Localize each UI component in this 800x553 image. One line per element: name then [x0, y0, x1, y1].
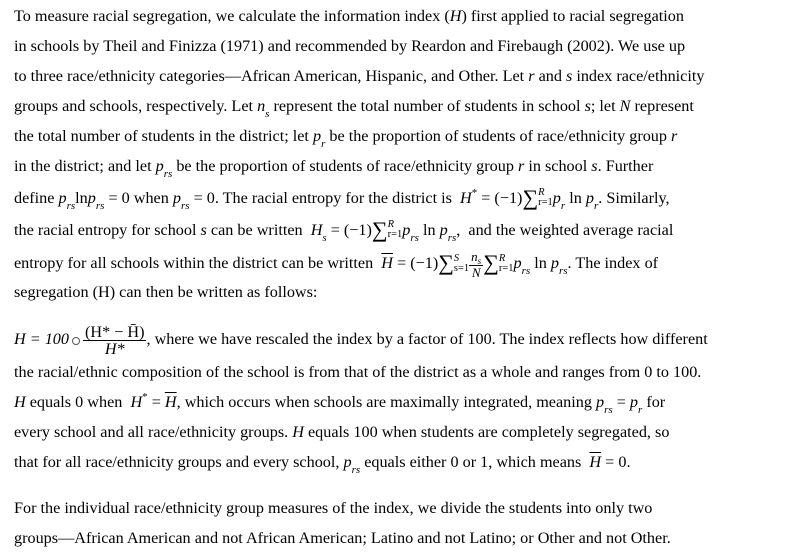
text-line: For the individual race/ethnicity group measures of the index, we divide the students into only two: [14, 499, 653, 517]
text-line: groups—African American and not African American; Latino and not Latino; or Other and not Other.: [14, 529, 671, 547]
text-line: in schools by Theil and Finizza (1971) and recommended by Reardon and Firebaugh (2002). We use up: [14, 37, 686, 55]
text-line: in the district; and let $p_{rs}$ be the proportion of students of race/ethnicity group r in school s. Further: [14, 157, 654, 180]
multiply-symbol: [72, 337, 80, 345]
equation-weighted-entropy: $\overline{H} = (-1)\sum$ S s=1 $\frac{n_s}{N}$ ∑ R r=1 $p_{rs}$ $\ln p_{rs}$: [381, 249, 568, 280]
text-line: groups and schools, respectively. Let $n_s$ represent the total number of students in school s; let N represent: [14, 97, 694, 120]
text-line: the racial entropy for school s can be written $H_s = (-1)\sum$ R r=1 $p_{rs}$ $\ln p_{rs}$, and the weighted average racial: [14, 217, 674, 244]
text-line: H equals 0 when $H^* = \overline{H}$, which occurs when schools are maximally integrated, meaning $p_{rs} = p_r$ for: [14, 391, 666, 416]
text-line: H = 100 $\frac{(H* - H̄)}{H*}$ , where we have rescaled the index by a factor of 100. The index reflects how different: [14, 323, 708, 358]
equation-school-entropy: $H_s = (-1)\sum$ R r=1 $p_{rs}$ $\ln p_{rs}$: [310, 217, 457, 244]
text-line: to three race/ethnicity categories—African American, Hispanic, and Other. Let r and s index race/ethnicity: [14, 67, 705, 85]
text-line: entropy for all schools within the district can be written $\overline{H} = (-1)\sum$ S s=1 $\frac{n_s}{N}$ ∑ R r=1 $p_{rs}$ $\ln p_{rs}$. The index of: [14, 249, 659, 280]
text-line: every school and all race/ethnicity groups. H equals 100 when students are completely segregated, so: [14, 423, 670, 441]
text-line: the total number of students in the district; let $p_r$ be the proportion of students of race/ethnicity group r: [14, 127, 678, 150]
equation-district-entropy: H* = (−1)∑ R r=1 $p_r$ $\ln p_r$: [460, 185, 599, 212]
text-line: the racial/ethnic composition of the school is from that of the district as a whole and ranges from 0 to 100.: [14, 363, 702, 381]
text-line: To measure racial segregation, we calculate the information index (H) first applied to racial segregation: [14, 7, 684, 25]
equation-segregation-index: H = 100 $\frac{(H* - H̄)}{H*}$: [14, 323, 145, 358]
text-line: that for all race/ethnicity groups and every school, $p_{rs}$ equals either 0 or 1, which means $\overline{H} = 0$.: [14, 453, 631, 476]
text-line: segregation (H) can then be written as follows:: [14, 283, 318, 301]
text-line: define $p_{rs}\ln p_{rs} = 0$ when $p_{rs} = 0$. The racial entropy for the district is H* = (−1)∑ R r=1 $p_r$ $\ln p_r$. Similarly,: [14, 185, 670, 212]
